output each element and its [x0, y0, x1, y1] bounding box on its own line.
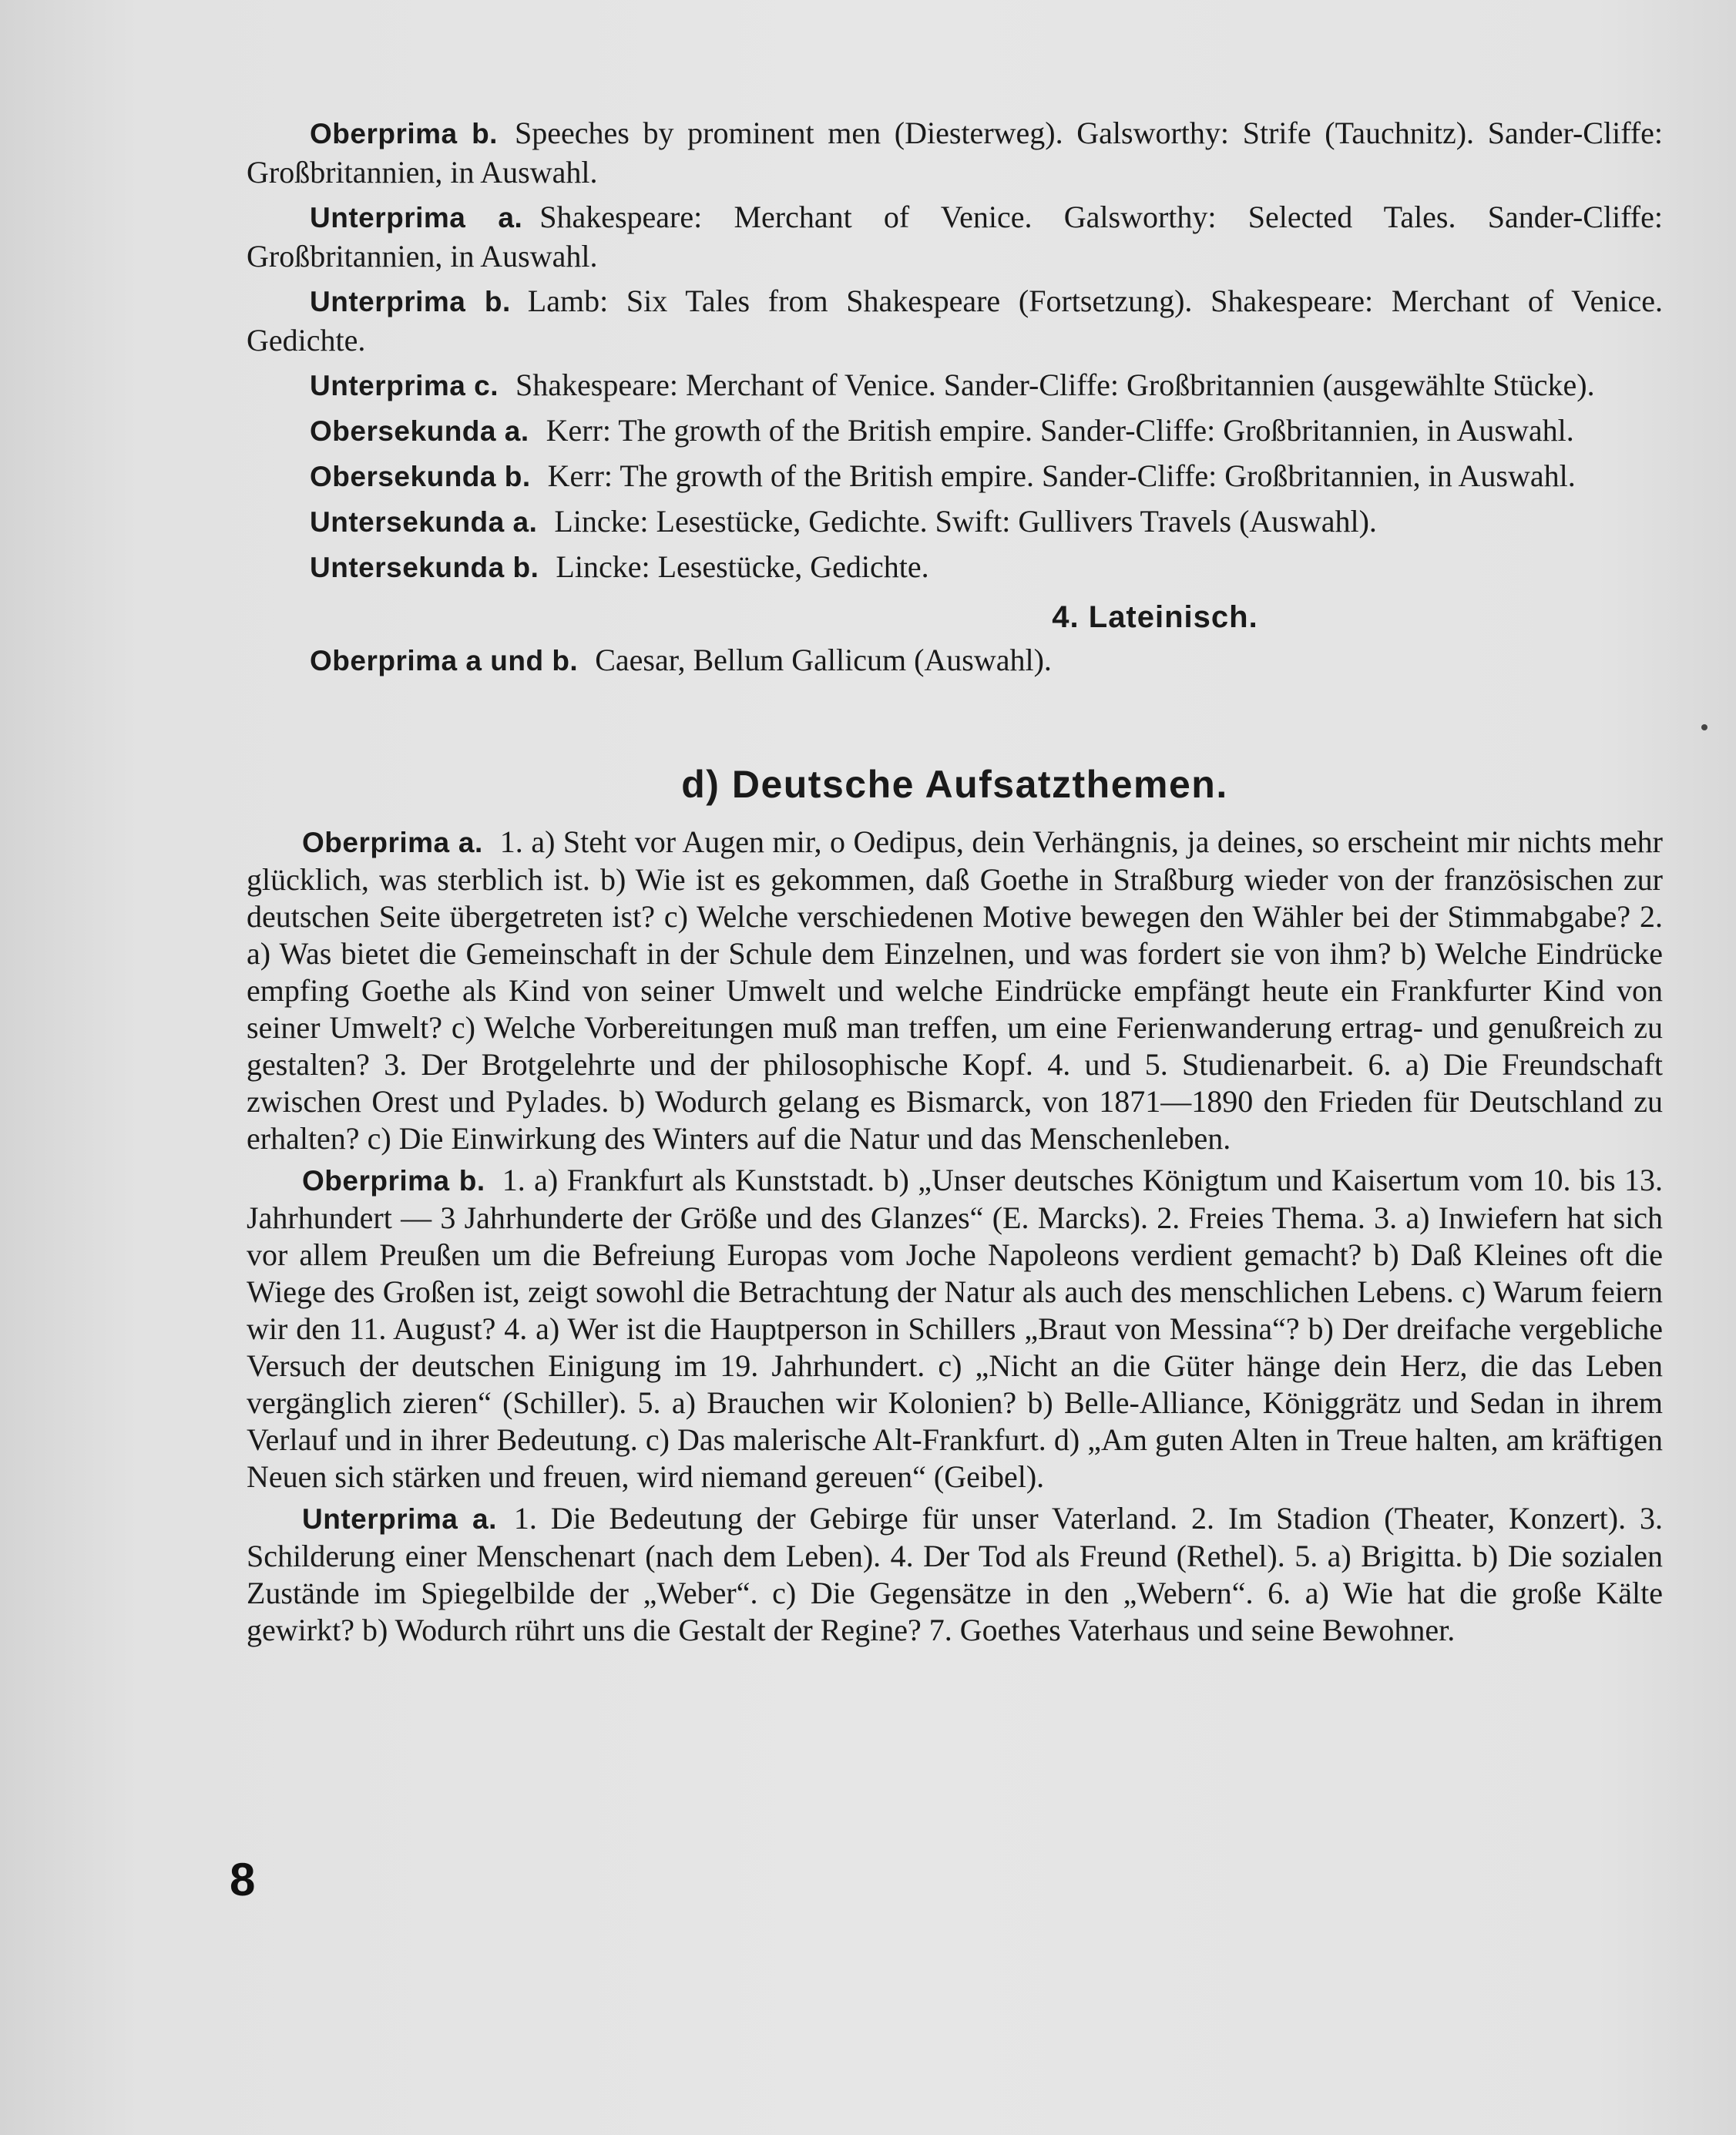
entry-text: Lincke: Lesestücke, Gedichte. Swift: Gullivers Travels (Auswahl). — [554, 504, 1377, 539]
entry-text: Shakespeare: Merchant of Venice. Sander-Cliffe: Großbritannien (ausgewählte Stücke). — [515, 368, 1595, 402]
essay-topics-section — [247, 765, 1663, 1649]
reading-entry — [247, 198, 1663, 276]
entry-text: Caesar, Bellum Gallicum (Auswahl). — [595, 643, 1052, 677]
page-content — [247, 114, 1663, 1653]
entry-text: Shakespeare: Merchant of Venice. Galsworthy: Selected Tales. Sander-Cliffe: Großbritannien, in Auswahl. — [247, 200, 1663, 274]
entry-text: Lincke: Lesestücke, Gedichte. — [556, 549, 929, 584]
latin-heading: 4. Lateinisch. — [1052, 600, 1258, 634]
class-label: Unterprima a. — [302, 1503, 497, 1535]
essay-entry — [247, 1162, 1663, 1496]
class-label: Untersekunda b. — [310, 552, 539, 583]
reading-entry — [247, 641, 1663, 680]
section-heading: d) Deutsche Aufsatzthemen. — [681, 763, 1228, 806]
essay-entry — [247, 824, 1663, 1157]
entry-text: 1. Die Bedeutung der Gebirge für unser Vaterland. 2. Im Stadion (Theater, Konzert). 3. Schilderung einer Menschenart (nach dem Leben). 4. Der Tod als Freund (Rethel). 5. a) Brigitta. b) Die sozialen Zustände im Spiegelbilde der „Weber“. c) Die Gegensätze in den „Webern“. 6. a) Wie hat die große Kälte gewirkt? b) Wodurch rührt uns die Gestalt der Regine? 7. Goethes Vaterhaus und seine Bewohner. — [247, 1501, 1663, 1647]
class-label: Obersekunda a. — [310, 415, 529, 447]
class-label: Oberprima a. — [302, 827, 483, 858]
entry-text: Lamb: Six Tales from Shakespeare (Fortsetzung). Shakespeare: Merchant of Venice. Gedichte. — [247, 284, 1663, 358]
reading-entry — [247, 457, 1663, 496]
class-label: Untersekunda a. — [310, 506, 538, 538]
class-label: Oberprima a und b. — [310, 645, 579, 676]
entry-text: Kerr: The growth of the British empire. Sander-Cliffe: Großbritannien, in Auswahl. — [546, 413, 1574, 448]
class-label: Oberprima b. — [310, 118, 498, 149]
reading-entry — [247, 548, 1663, 587]
english-readings-section — [247, 114, 1663, 587]
latin-section — [247, 598, 1663, 680]
reading-entry — [247, 282, 1663, 360]
reading-entry — [247, 411, 1663, 451]
entry-text: Speeches by prominent men (Diesterweg). Galsworthy: Strife (Tauchnitz). Sander-Cliffe: Großbritannien, in Auswahl. — [247, 116, 1664, 190]
entry-text: 1. a) Frankfurt als Kunststadt. b) „Unser deutsches Königtum und Kaisertum vom 10. bis 13. Jahrhundert — 3 Jahrhunderte der Größe und des Glanzes“ (E. Marcks). 2. Freies Thema. 3. a) Inwiefern hat sich vor allem Preußen um die Befreiung Europas vom Joche Napoleons verdient gemacht? b) Daß Kleines oft die Wiege des Großen ist, zeigt sowohl die Betrachtung der Natur als auch des menschlichen Lebens. c) Warum feiern wir den 11. August? 4. a) Wer ist die Hauptperson in Schillers „Braut von Messina“? b) Der dreifache vergebliche Versuch der deutschen Einigung im 19. Jahrhundert. c) „Nicht an die Güter hänge dein Herz, die das Leben vergänglich zieren“ (Schiller). 5. a) Brauchen wir Kolonien? b) Belle-Alliance, Königgrätz und Sedan in ihrem Verlauf und in ihrer Bedeutung. c) Das malerische Alt-Frankfurt. d) „Am guten Alten in Treue halten, am kräftigen Neuen sich stärken und freuen, wird niemand gereuen“ (Geibel). — [247, 1163, 1663, 1494]
class-label: Obersekunda b. — [310, 461, 531, 492]
class-label: Unterprima a. — [310, 202, 523, 233]
page-number: 8 — [230, 1854, 256, 1905]
class-label: Unterprima c. — [310, 370, 499, 401]
class-label: Unterprima b. — [310, 286, 511, 317]
class-label: Oberprima b. — [302, 1165, 485, 1197]
reading-entry — [247, 366, 1663, 405]
entry-text: Kerr: The growth of the British empire. Sander-Cliffe: Großbritannien, in Auswahl. — [547, 458, 1576, 493]
reading-entry — [247, 114, 1663, 192]
ink-speck — [1701, 724, 1707, 730]
essay-entry — [247, 1500, 1663, 1649]
reading-entry — [247, 502, 1663, 542]
entry-text: 1. a) Steht vor Augen mir, o Oedipus, dein Verhängnis, ja deines, so erscheint mir nichts mehr glücklich, was sterblich ist. b) Wie ist es gekommen, daß Goethe in Straßburg wieder von der französischen zur deutschen Seite übergetreten ist? c) Welche verschiedenen Motive bewegen den Wähler bei der Stimmabgabe? 2. a) Was bietet die Gemeinschaft in der Schule dem Einzelnen, und was fordert sie von ihm? b) Welche Eindrücke empfing Goethe als Kind von seiner Umwelt und welche Eindrücke empfängt heute ein Frankfurter Kind von seiner Umwelt? c) Welche Vorbereitungen muß man treffen, um eine Ferienwanderung ertrag- und genußreich zu gestalten? 3. Der Brotgelehrte und der philosophische Kopf. 4. und 5. Studienarbeit. 6. a) Die Freundschaft zwischen Orest und Pylades. b) Wodurch gelang es Bismarck, von 1871—1890 den Frieden für Deutschland zu erhalten? c) Die Einwirkung des Winters auf die Natur und das Menschenleben. — [247, 824, 1663, 1156]
